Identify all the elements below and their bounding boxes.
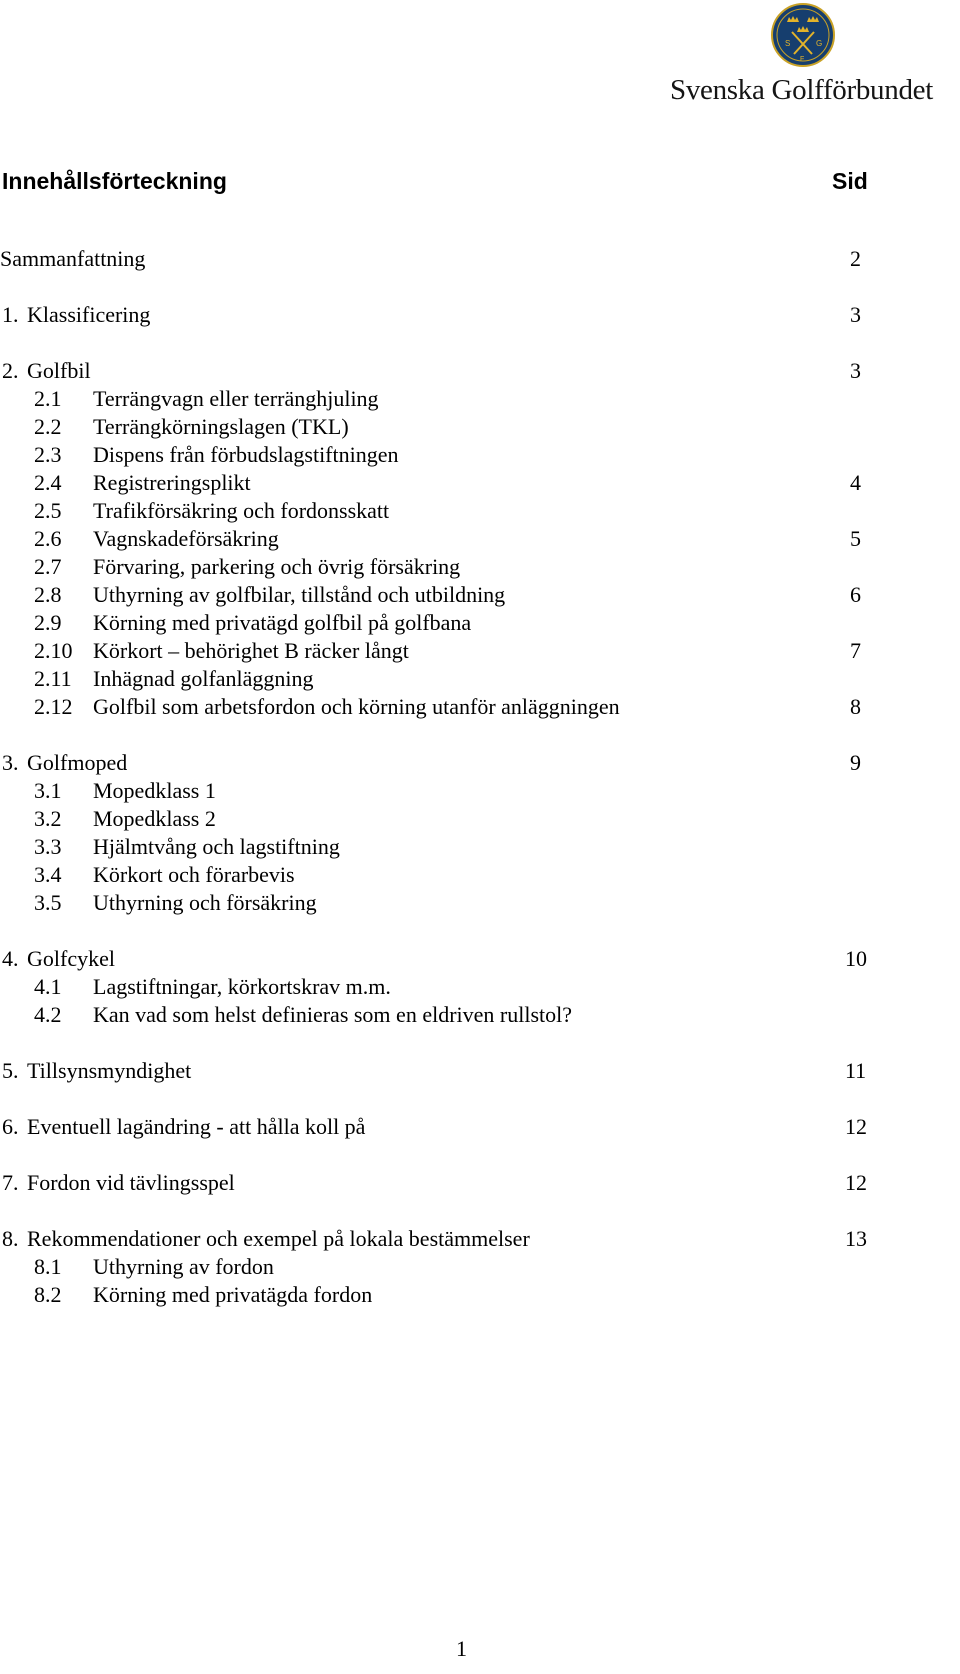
toc-entry-label: Golfmoped: [27, 750, 128, 775]
toc-entry-number: 6.: [2, 1114, 19, 1139]
toc-entry: [0, 778, 900, 808]
svg-text:S: S: [785, 39, 791, 48]
toc-entry-number: 2.10: [34, 638, 73, 663]
toc-entry-number: 3.: [2, 750, 19, 775]
page-number: 1: [456, 1636, 467, 1661]
toc-entry-number: 2.: [2, 358, 19, 383]
toc-entry-label: Rekommendationer och exempel på lokala bestämmelser: [27, 1226, 530, 1251]
toc-entry: [0, 386, 900, 416]
federation-logo: [670, 0, 960, 110]
toc-entry-label: Terrängvagn eller terränghjuling: [93, 386, 379, 411]
toc-entry-label: Inhägnad golfanläggning: [93, 666, 314, 691]
toc-title: Innehållsförteckning: [2, 168, 227, 194]
toc-entry-label: Körkort – behörighet B räcker långt: [93, 638, 409, 663]
toc-entry-number: 2.11: [34, 666, 72, 691]
toc-entry-number: 4.: [2, 946, 19, 971]
toc-header: [0, 168, 880, 204]
toc-entry: [0, 806, 900, 836]
svg-text:F: F: [800, 56, 805, 63]
toc-entry: [0, 246, 900, 276]
toc-entry-number: 3.5: [34, 890, 62, 915]
toc-entry-number: 1.: [2, 302, 19, 327]
toc-entry: [0, 694, 900, 724]
toc-entry-number: 2.12: [34, 694, 73, 719]
toc-entry-number: 3.1: [34, 778, 62, 803]
toc-entry-number: 2.7: [34, 554, 62, 579]
toc-entry: [0, 890, 900, 920]
toc-entry-label: Dispens från förbudslagstiftningen: [93, 442, 399, 467]
toc-entry-page: 5: [850, 526, 861, 551]
toc-entry-label: Uthyrning av fordon: [93, 1254, 274, 1279]
toc-entry-number: 2.4: [34, 470, 62, 495]
toc-entry: [0, 1170, 900, 1200]
toc-entry-number: 2.3: [34, 442, 62, 467]
toc-entry: [0, 358, 900, 388]
toc-entry-label: Hjälmtvång och lagstiftning: [93, 834, 340, 859]
toc-entry: [0, 1114, 900, 1144]
toc-entry-page: 13: [845, 1226, 867, 1251]
toc-entry: [0, 666, 900, 696]
toc-entry-label: Terrängkörningslagen (TKL): [93, 414, 349, 439]
toc-entry-label: Uthyrning och försäkring: [93, 890, 317, 915]
org-name: Svenska Golfförbundet: [670, 74, 933, 106]
toc-entry: [0, 526, 900, 556]
toc-entry-label: Golfbil som arbetsfordon och körning utanför anläggningen: [93, 694, 620, 719]
toc-entry-page: 11: [845, 1058, 867, 1083]
toc-entry: [0, 1254, 900, 1284]
page-column-heading: Sid: [832, 168, 868, 194]
toc-entry: [0, 582, 900, 612]
toc-entry-number: 3.3: [34, 834, 62, 859]
toc-entry-page: 3: [850, 358, 861, 383]
toc-entry: [0, 302, 900, 332]
toc-entry-label: Vagnskadeförsäkring: [93, 526, 279, 551]
toc-entry-number: 2.9: [34, 610, 62, 635]
toc-entry-label: Lagstiftningar, körkortskrav m.m.: [93, 974, 391, 999]
toc-entry-page: 12: [845, 1170, 867, 1195]
svg-text:G: G: [816, 39, 823, 48]
toc-entry-label: Körning med privatägda fordon: [93, 1282, 373, 1307]
toc-entry: [0, 498, 900, 528]
toc-entry-page: 7: [850, 638, 861, 663]
toc-entry-number: 2.5: [34, 498, 62, 523]
toc-entry-label: Körkort och förarbevis: [93, 862, 295, 887]
toc-entry-page: 2: [850, 246, 861, 271]
toc-entry-label: Eventuell lagändring - att hålla koll på: [27, 1114, 366, 1139]
toc-entry-label: Sammanfattning: [0, 246, 146, 271]
toc-entry-number: 2.6: [34, 526, 62, 551]
toc-entry: [0, 1058, 900, 1088]
toc-entry-label: Uthyrning av golfbilar, tillstånd och utbildning: [93, 582, 506, 607]
toc-entry-label: Golfcykel: [27, 946, 115, 971]
toc-entry-label: Mopedklass 2: [93, 806, 216, 831]
toc-entry-label: Mopedklass 1: [93, 778, 216, 803]
toc-entry: [0, 610, 900, 640]
toc-entry: [0, 862, 900, 892]
toc-entry: [0, 442, 900, 472]
toc-entry: [0, 974, 900, 1004]
toc-entry-page: 8: [850, 694, 861, 719]
toc-entry-label: Kan vad som helst definieras som en eldriven rullstol?: [93, 1002, 572, 1027]
toc-entry-label: Golfbil: [27, 358, 91, 383]
toc-entry-number: 3.2: [34, 806, 62, 831]
toc-entry-number: 8.1: [34, 1254, 62, 1279]
toc-entry-page: 4: [850, 470, 861, 495]
toc-entry-number: 3.4: [34, 862, 62, 887]
toc-entry-label: Registreringsplikt: [93, 470, 251, 495]
toc-entry-page: 9: [850, 750, 861, 775]
toc-entry-number: 7.: [2, 1170, 19, 1195]
toc-entry: [0, 554, 900, 584]
toc-entry: [0, 1282, 900, 1312]
toc-entry: [0, 1002, 900, 1032]
crest-emblem-icon: [770, 2, 836, 68]
toc-entry-number: 2.2: [34, 414, 62, 439]
toc-entry: [0, 1226, 900, 1256]
toc-entry-number: 2.8: [34, 582, 62, 607]
toc-entry-label: Fordon vid tävlingsspel: [27, 1170, 235, 1195]
toc-entry-number: 8.: [2, 1226, 19, 1251]
toc-entry-number: 5.: [2, 1058, 19, 1083]
toc-entry-label: Tillsynsmyndighet: [27, 1058, 192, 1083]
toc-entry-number: 8.2: [34, 1282, 62, 1307]
toc-entry: [0, 946, 900, 976]
toc-entry-page: 3: [850, 302, 861, 327]
toc-entry-label: Körning med privatägd golfbil på golfbana: [93, 610, 472, 635]
toc-entry-label: Trafikförsäkring och fordonsskatt: [93, 498, 390, 523]
toc-entry: [0, 750, 900, 780]
toc-entry-page: 6: [850, 582, 861, 607]
toc-entry-page: 12: [845, 1114, 867, 1139]
toc-entry-number: 4.2: [34, 1002, 62, 1027]
toc-entry: [0, 638, 900, 668]
toc-entry: [0, 414, 900, 444]
toc-entry: [0, 834, 900, 864]
toc-entry: [0, 470, 900, 500]
toc-entry-page: 10: [845, 946, 867, 971]
toc-entry-number: 2.1: [34, 386, 62, 411]
toc-entry-label: Förvaring, parkering och övrig försäkring: [93, 554, 461, 579]
toc-entry-number: 4.1: [34, 974, 62, 999]
toc-entry-label: Klassificering: [27, 302, 151, 327]
